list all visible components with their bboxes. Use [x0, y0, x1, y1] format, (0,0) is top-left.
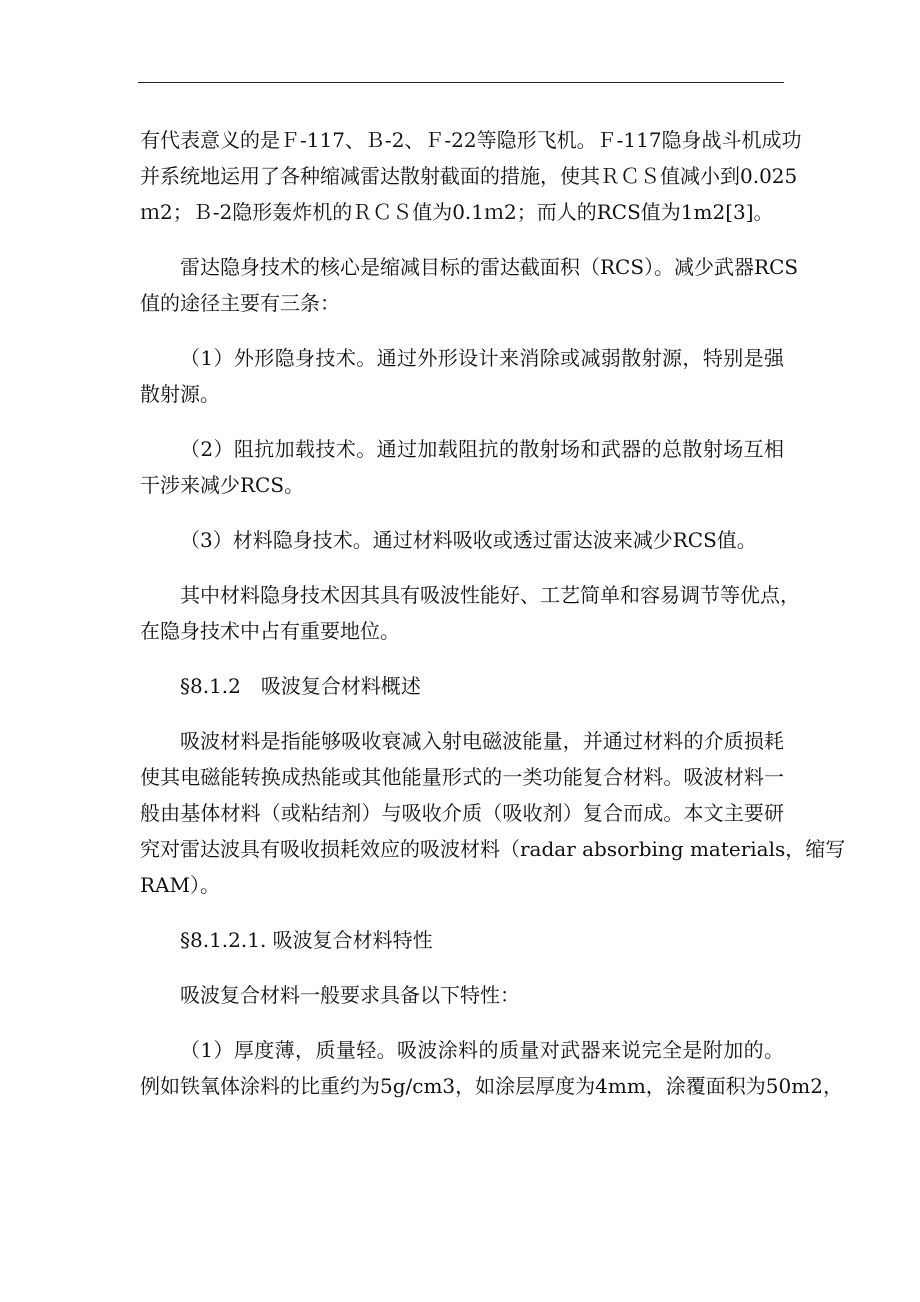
paragraph-f117-rcs [140, 122, 802, 231]
text-line: 散射源。 [140, 382, 220, 407]
list-item-thin-light [140, 1032, 843, 1104]
text-line: 其中材料隐身技术因其具有吸波性能好、工艺简单和容易调节等优点， [180, 582, 800, 607]
text-line: 究对雷达波具有吸收损耗效应的吸波材料（radar absorbing materials，缩写 [140, 837, 846, 862]
heading-text: §8.1.2 吸波复合材料概述 [180, 673, 421, 698]
paragraph-absorbing-material-definition [140, 723, 846, 904]
paragraph-radar-stealth-core [140, 249, 799, 321]
list-item-material-stealth [140, 522, 784, 558]
text-line: RAM）。 [140, 873, 220, 898]
text-line: 吸波复合材料一般要求具备以下特性： [180, 982, 520, 1007]
text-line: 吸波材料是指能够吸收衰减入射电磁波能量，并通过材料的介质损耗 [180, 728, 784, 753]
text-line: （1）厚度薄，质量轻。吸波涂料的质量对武器来说完全是附加的。 [180, 1037, 784, 1062]
section-heading-8-1-2 [140, 668, 784, 704]
paragraph-material-advantages [140, 577, 800, 649]
text-line: 在隐身技术中占有重要地位。 [140, 619, 400, 644]
heading-text: §8.1.2.1. 吸波复合材料特性 [180, 928, 433, 953]
document-body [140, 122, 846, 1104]
text-line: 值的途径主要有三条： [140, 291, 340, 316]
list-item-impedance-loading [140, 431, 784, 503]
text-line: 并系统地运用了各种缩减雷达散射截面的措施，使其ＲＣＳ值减小到0.025 [140, 164, 798, 189]
text-line: 有代表意义的是Ｆ-117、Ｂ-2、Ｆ-22等隐形飞机。Ｆ-117隐身战斗机成功 [140, 128, 802, 152]
text-line: ｍ2；Ｂ-2隐形轰炸机的ＲＣＳ值为0.1ｍ2；而人的RCS值为1m2[3]。 [140, 200, 774, 225]
text-line: 雷达隐身技术的核心是缩减目标的雷达截面积（RCS）。减少武器RCS [180, 255, 799, 280]
list-item-shape-stealth [140, 340, 784, 412]
text-line: （2）阻抗加载技术。通过加载阻抗的散射场和武器的总散射场互相 [180, 437, 784, 462]
text-line: 般由基体材料（或粘结剂）与吸收介质（吸收剂）复合而成。本文主要研 [140, 800, 784, 825]
section-heading-8-1-2-1 [140, 922, 784, 958]
text-line: 使其电磁能转换成热能或其他能量形式的一类功能复合材料。吸波材料一 [140, 764, 784, 789]
text-line: 例如铁氧体涂料的比重约为5g/cm3，如涂层厚度为4mm，涂覆面积为50m2， [140, 1073, 843, 1098]
header-rule [138, 82, 784, 83]
paragraph-required-properties [140, 977, 784, 1013]
text-line: （1）外形隐身技术。通过外形设计来消除或减弱散射源，特别是强 [180, 346, 784, 371]
text-line: （3）材料隐身技术。通过材料吸收或透过雷达波来减少RCS值。 [180, 528, 757, 553]
text-line: 干涉来减少RCS。 [140, 473, 305, 498]
